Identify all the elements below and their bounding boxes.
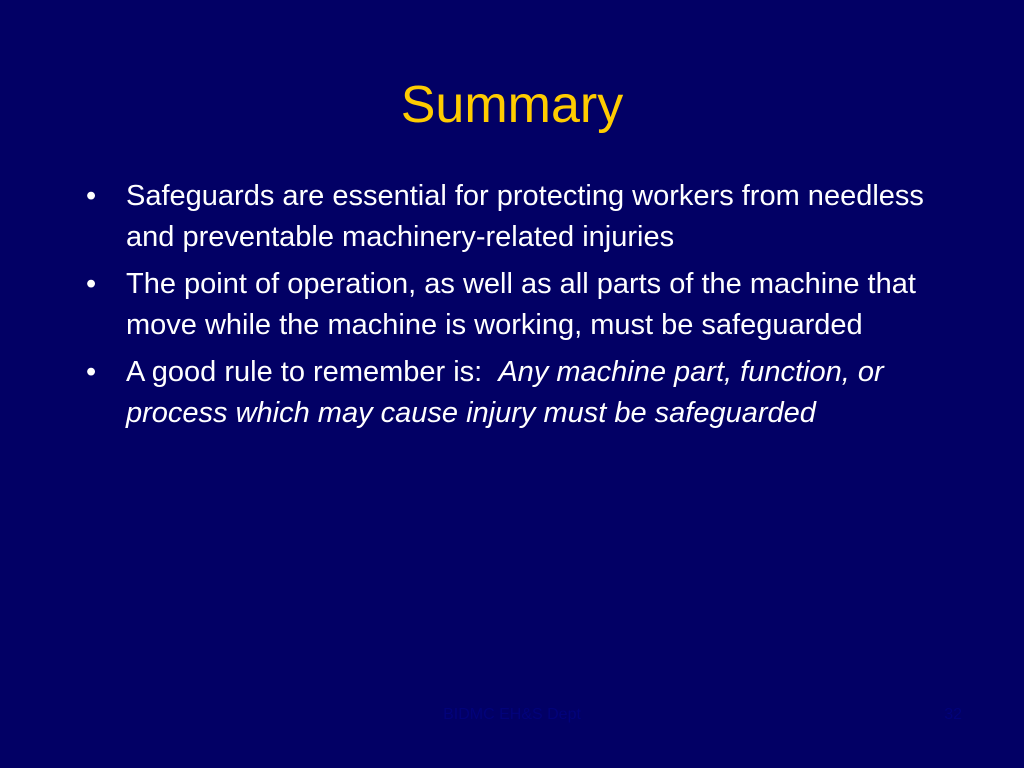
bullet-text: A good rule to remember is: xyxy=(126,356,499,388)
footer-department: BIDMC EH&S Dept xyxy=(443,706,581,723)
slide-title: Summary xyxy=(400,76,624,134)
bullet-emphasis-text: Any machine part, function, or process which may cause injury must be safeguarded xyxy=(126,356,884,429)
bullet-item xyxy=(82,352,942,434)
bullet-list xyxy=(82,176,942,440)
bullet-icon: • xyxy=(86,268,97,300)
bullet-text: Safeguards are essential for protecting workers from needless and preventable machinery-related injuries xyxy=(126,180,924,253)
bullet-text: The point of operation, as well as all parts of the machine that move while the machine is working, must be safeguarded xyxy=(126,268,916,341)
bullet-icon: • xyxy=(86,180,97,212)
bullet-icon: • xyxy=(86,356,97,388)
bullet-item xyxy=(82,176,942,258)
bullet-item xyxy=(82,264,942,346)
page-number: 32 xyxy=(944,706,962,723)
